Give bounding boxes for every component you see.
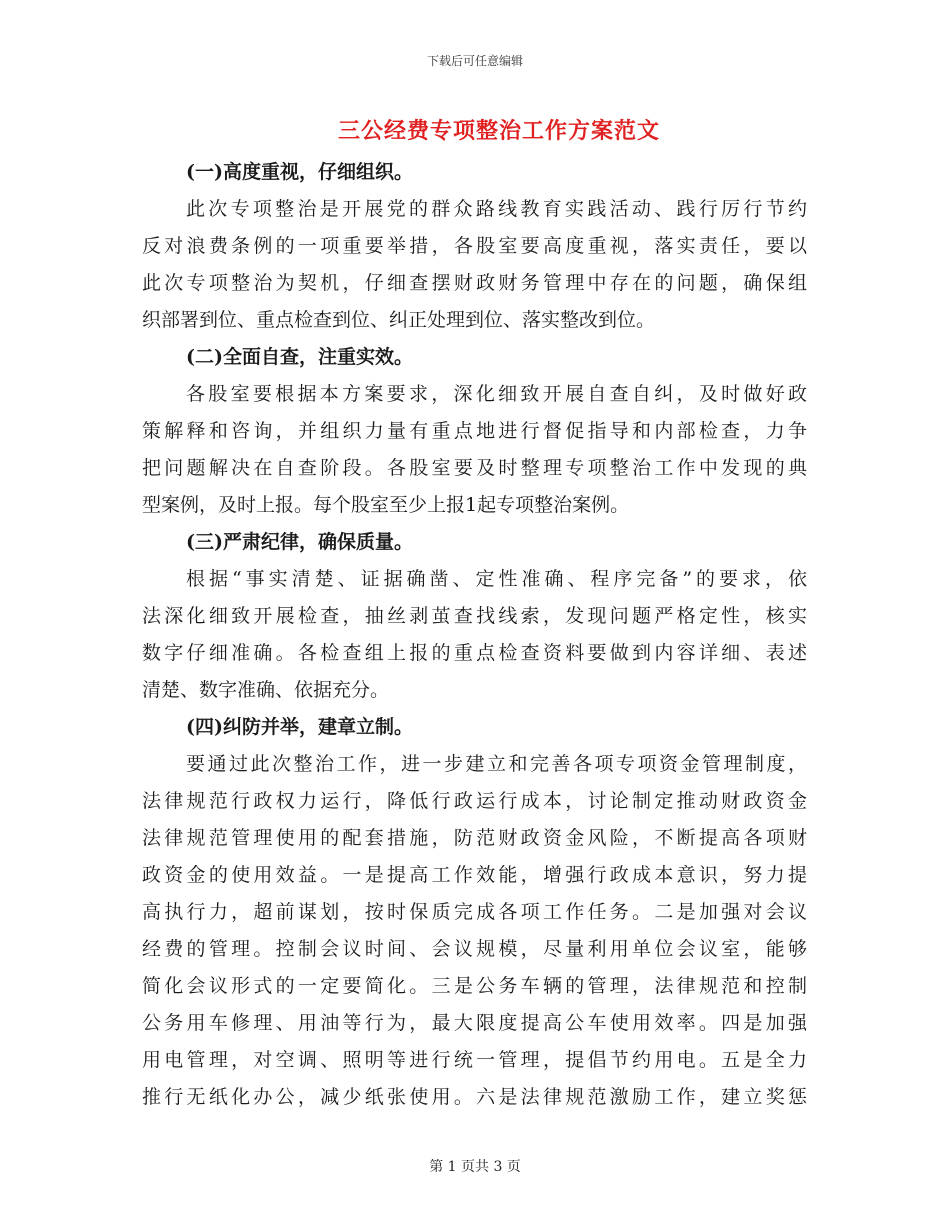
paragraph-line: 数字仔细准确。各检查组上报的重点检查资料要做到内容详细、表述 — [142, 642, 807, 664]
document-body — [142, 154, 807, 1116]
page-footer-indicator: 第 1 页共 3 页 — [429, 1159, 521, 1175]
paragraph-line: 经费的管理。控制会议时间、会议规模，尽量利用单位会议室，能够 — [142, 938, 807, 960]
paragraph-line: 此次专项整治为契机，仔细查摆财政财务管理中存在的问题，确保组 — [142, 272, 807, 294]
paragraph-line: 高执行力，超前谋划，按时保质完成各项工作任务。二是加强对会议 — [142, 901, 807, 923]
paragraph-line: 各股室要根据本方案要求，深化细致开展自查自纠，及时做好政 — [186, 383, 807, 405]
paragraph-line: 政资金的使用效益。一是提高工作效能，增强行政成本意识，努力提 — [142, 864, 807, 886]
paragraph-line: 反对浪费条例的一项重要举措，各股室要高度重视，落实责任，要以 — [142, 235, 807, 257]
paragraph-line: 法深化细致开展检查，抽丝剥茧查找线索，发现问题严格定性，核实 — [142, 605, 807, 627]
section-heading: (二)全面自查，注重实效。 — [186, 346, 413, 368]
paragraph-line: 清楚、数字准确、依据充分。 — [142, 679, 390, 701]
paragraph-line: 织部署到位、重点检查到位、纠正处理到位、落实整改到位。 — [142, 309, 656, 331]
page-header-note: 下载后可任意编辑 — [426, 54, 523, 68]
section-heading: (一)高度重视，仔细组织。 — [186, 161, 413, 183]
section-paragraph — [142, 191, 807, 339]
paragraph-line: 要通过此次整治工作，进一步建立和完善各项专项资金管理制度， — [186, 753, 807, 775]
paragraph-line: 策解释和咨询，并组织力量有重点地进行督促指导和内部检查，力争 — [142, 420, 807, 442]
paragraph-line: 用电管理，对空调、照明等进行统一管理，提倡节约用电。五是全力 — [142, 1049, 807, 1071]
section-paragraph — [142, 746, 807, 1116]
paragraph-line: 型案例，及时上报。每个股室至少上报1起专项整治案例。 — [142, 494, 630, 516]
section-paragraph — [142, 376, 807, 524]
section-heading: (四)纠防并举，建章立制。 — [186, 716, 413, 738]
paragraph-line: 此次专项整治是开展党的群众路线教育实践活动、践行厉行节约 — [186, 198, 807, 220]
paragraph-line: 根据“事实清楚、证据确凿、定性准确、程序完备”的要求，依 — [186, 568, 807, 590]
paragraph-line: 推行无纸化办公，减少纸张使用。六是法律规范激励工作，建立奖惩 — [142, 1086, 807, 1108]
paragraph-line: 简化会议形式的一定要简化。三是公务车辆的管理，法律规范和控制 — [142, 975, 807, 997]
paragraph-line: 法律规范行政权力运行，降低行政运行成本，讨论制定推动财政资金 — [142, 790, 807, 812]
paragraph-line: 把问题解决在自查阶段。各股室要及时整理专项整治工作中发现的典 — [142, 457, 807, 479]
section-heading: (三)严肃纪律，确保质量。 — [186, 531, 413, 553]
paragraph-line: 公务用车修理、用油等行为，最大限度提高公车使用效率。四是加强 — [142, 1012, 807, 1034]
section-paragraph — [142, 561, 807, 709]
paragraph-line: 法律规范管理使用的配套措施，防范财政资金风险，不断提高各项财 — [142, 827, 807, 849]
document-title: 三公经费专项整治工作方案范文 — [337, 118, 660, 144]
